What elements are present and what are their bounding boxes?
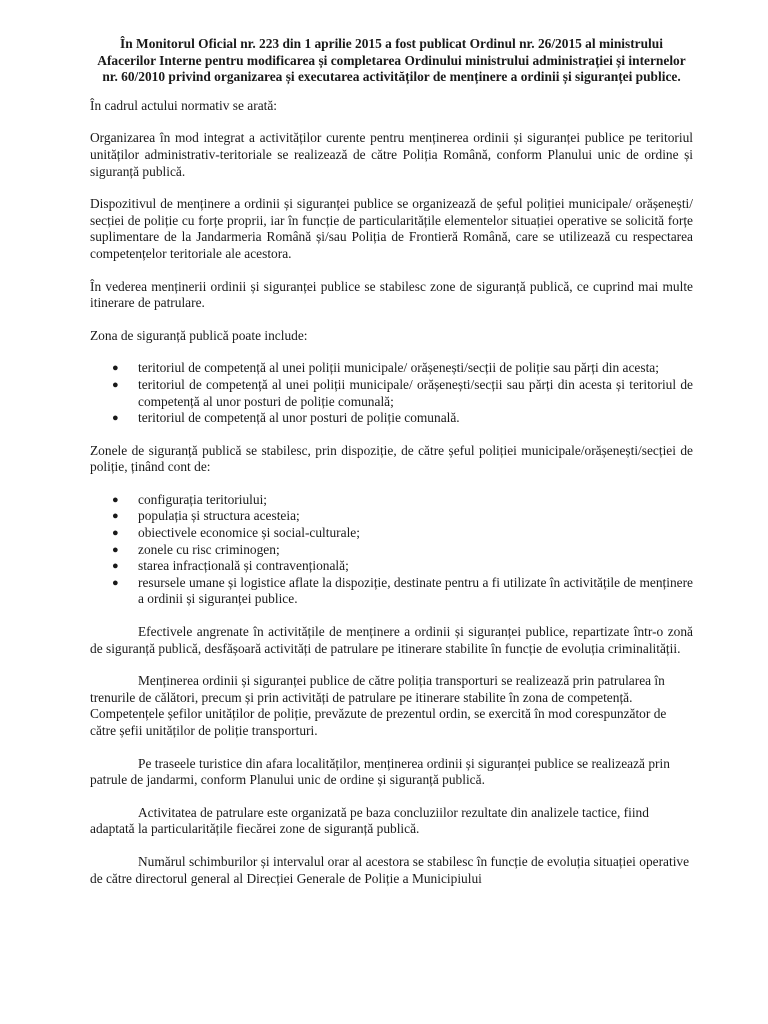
list-item-text: configurația teritoriului; (138, 491, 268, 507)
list-item (112, 574, 693, 608)
list-item (112, 360, 693, 377)
paragraph-stabilire-zone: Zonele de siguranță publică se stabilesc, prin dispoziție, de către șeful poliției municipale/orășenești/secției de poliție, ținând cont de: (90, 442, 693, 475)
paragraph-zone: În vederea menținerii ordinii și siguranței publice se stabilesc zone de siguranță publică, ce cuprind mai multe itinerare de patrulare. (90, 278, 693, 311)
list-item (112, 410, 693, 427)
list-item-text: obiectivele economice și social-culturale; (138, 525, 360, 541)
paragraph-zona-include: Zona de siguranță publică poate include: (90, 327, 308, 343)
list-item (112, 491, 693, 509)
list-item-text: zonele cu risc criminogen; (138, 541, 280, 557)
intro-paragraph: În cadrul actului normativ se arată: (90, 97, 278, 113)
bullet-icon: ● (112, 412, 119, 425)
list-zona-include (90, 360, 693, 426)
bullet-icon: ● (112, 543, 119, 556)
list-item-text: starea infracțională și contravențională; (138, 558, 349, 574)
bullet-icon: ● (112, 493, 119, 506)
paragraph-trasee-turistice: Pe traseele turistice din afara localităților, menținerea ordinii și siguranței publice se realizează prin patrule de jandarmi, conform Planului unic de ordine și siguranță publică. (90, 755, 670, 788)
bullet-icon: ● (112, 527, 119, 540)
list-item-text: resursele umane și logistice aflate la dispoziție, destinate pentru a fi utilizate în activitățile de menținere a ordinii și siguranței publice. (138, 574, 693, 607)
paragraph-organizare: Organizarea în mod integrat a activităților curente pentru menținerea ordinii și siguranței publice pe teritoriul unităților administrativ-teritoriale se realizează de către Poliția Română, conform Planului unic de ordine și siguranță publică. (90, 130, 693, 179)
paragraph-dispozitiv: Dispozitivul de menținere a ordinii și siguranței publice se organizează de șeful poliției municipale/ orășenești/ secției de poliție cu forțe proprii, iar în funcție de particularitățile elementelor situației operative se solicită forțe suplimentare de la Jandarmeria Română și/sau Poliția de Frontieră Română, care se utilizează cu respectarea competențelor teritoriale ale acestora. (90, 196, 693, 261)
list-item (112, 376, 693, 410)
list-item-text: teritoriul de competență al unor posturi de poliție comunală. (138, 410, 460, 426)
paragraph-politia-transporturi: Menținerea ordinii și siguranței publice de către poliția transporturi se realizează prin patrularea în trenurile de călători, precum și prin activități de patrulare pe itinerare stabilite în zona de competență. Competențele șefilor unităților de poliție, prevăzute de prezentul ordin, se exercită în mod corespunzător de către șefii unităților de poliție transporturi. (90, 673, 667, 738)
list-item-text: populația și structura acesteia; (138, 508, 300, 524)
list-item (112, 508, 693, 525)
list-item-text: teritoriul de competență al unei poliții municipale/ orășenești/secții sau părți din acesta și teritoriul de competență al unor posturi de poliție comunală; (138, 376, 693, 409)
list-item (112, 541, 693, 559)
paragraph-schimburi: Numărul schimburilor și intervalul orar al acestora se stabilesc în funcție de evoluția situației operative de către directorul general al Direcției Generale de Poliție a Municipiului (90, 853, 690, 886)
paragraph-activitate-patrulare: Activitatea de patrulare este organizată pe baza concluziilor rezultate din analizele tactice, fiind adaptată la particularitățile fiecărei zone de siguranță publică. (90, 804, 649, 837)
list-item (112, 558, 693, 575)
paragraph-efective: Efectivele angrenate în activitățile de menținere a ordinii și siguranței publice, repartizate într-o zonă de siguranță publică, desfășoară activități de patrulare pe itinerare stabilite în funcție de evoluția criminalității. (90, 624, 693, 656)
bullet-icon: ● (112, 378, 119, 391)
list-criterii (90, 492, 693, 608)
bullet-icon: ● (112, 560, 119, 573)
document-title: În Monitorul Oficial nr. 223 din 1 aprilie 2015 a fost publicat Ordinul nr. 26/2015 al ministrului Afacerilor Interne pentru modificarea și completarea Ordinului ministrului administrației și internelor nr. 60/2010 privind organizarea și executarea activităților de menținere a ordinii și siguranței publice. (97, 36, 686, 85)
list-item-text: teritoriul de competență al unei poliții municipale/ orășenești/secții de poliție sau părți din acesta; (138, 360, 659, 376)
list-item (112, 525, 693, 542)
bullet-icon: ● (112, 362, 119, 375)
bullet-icon: ● (112, 510, 119, 523)
bullet-icon: ● (112, 576, 119, 589)
